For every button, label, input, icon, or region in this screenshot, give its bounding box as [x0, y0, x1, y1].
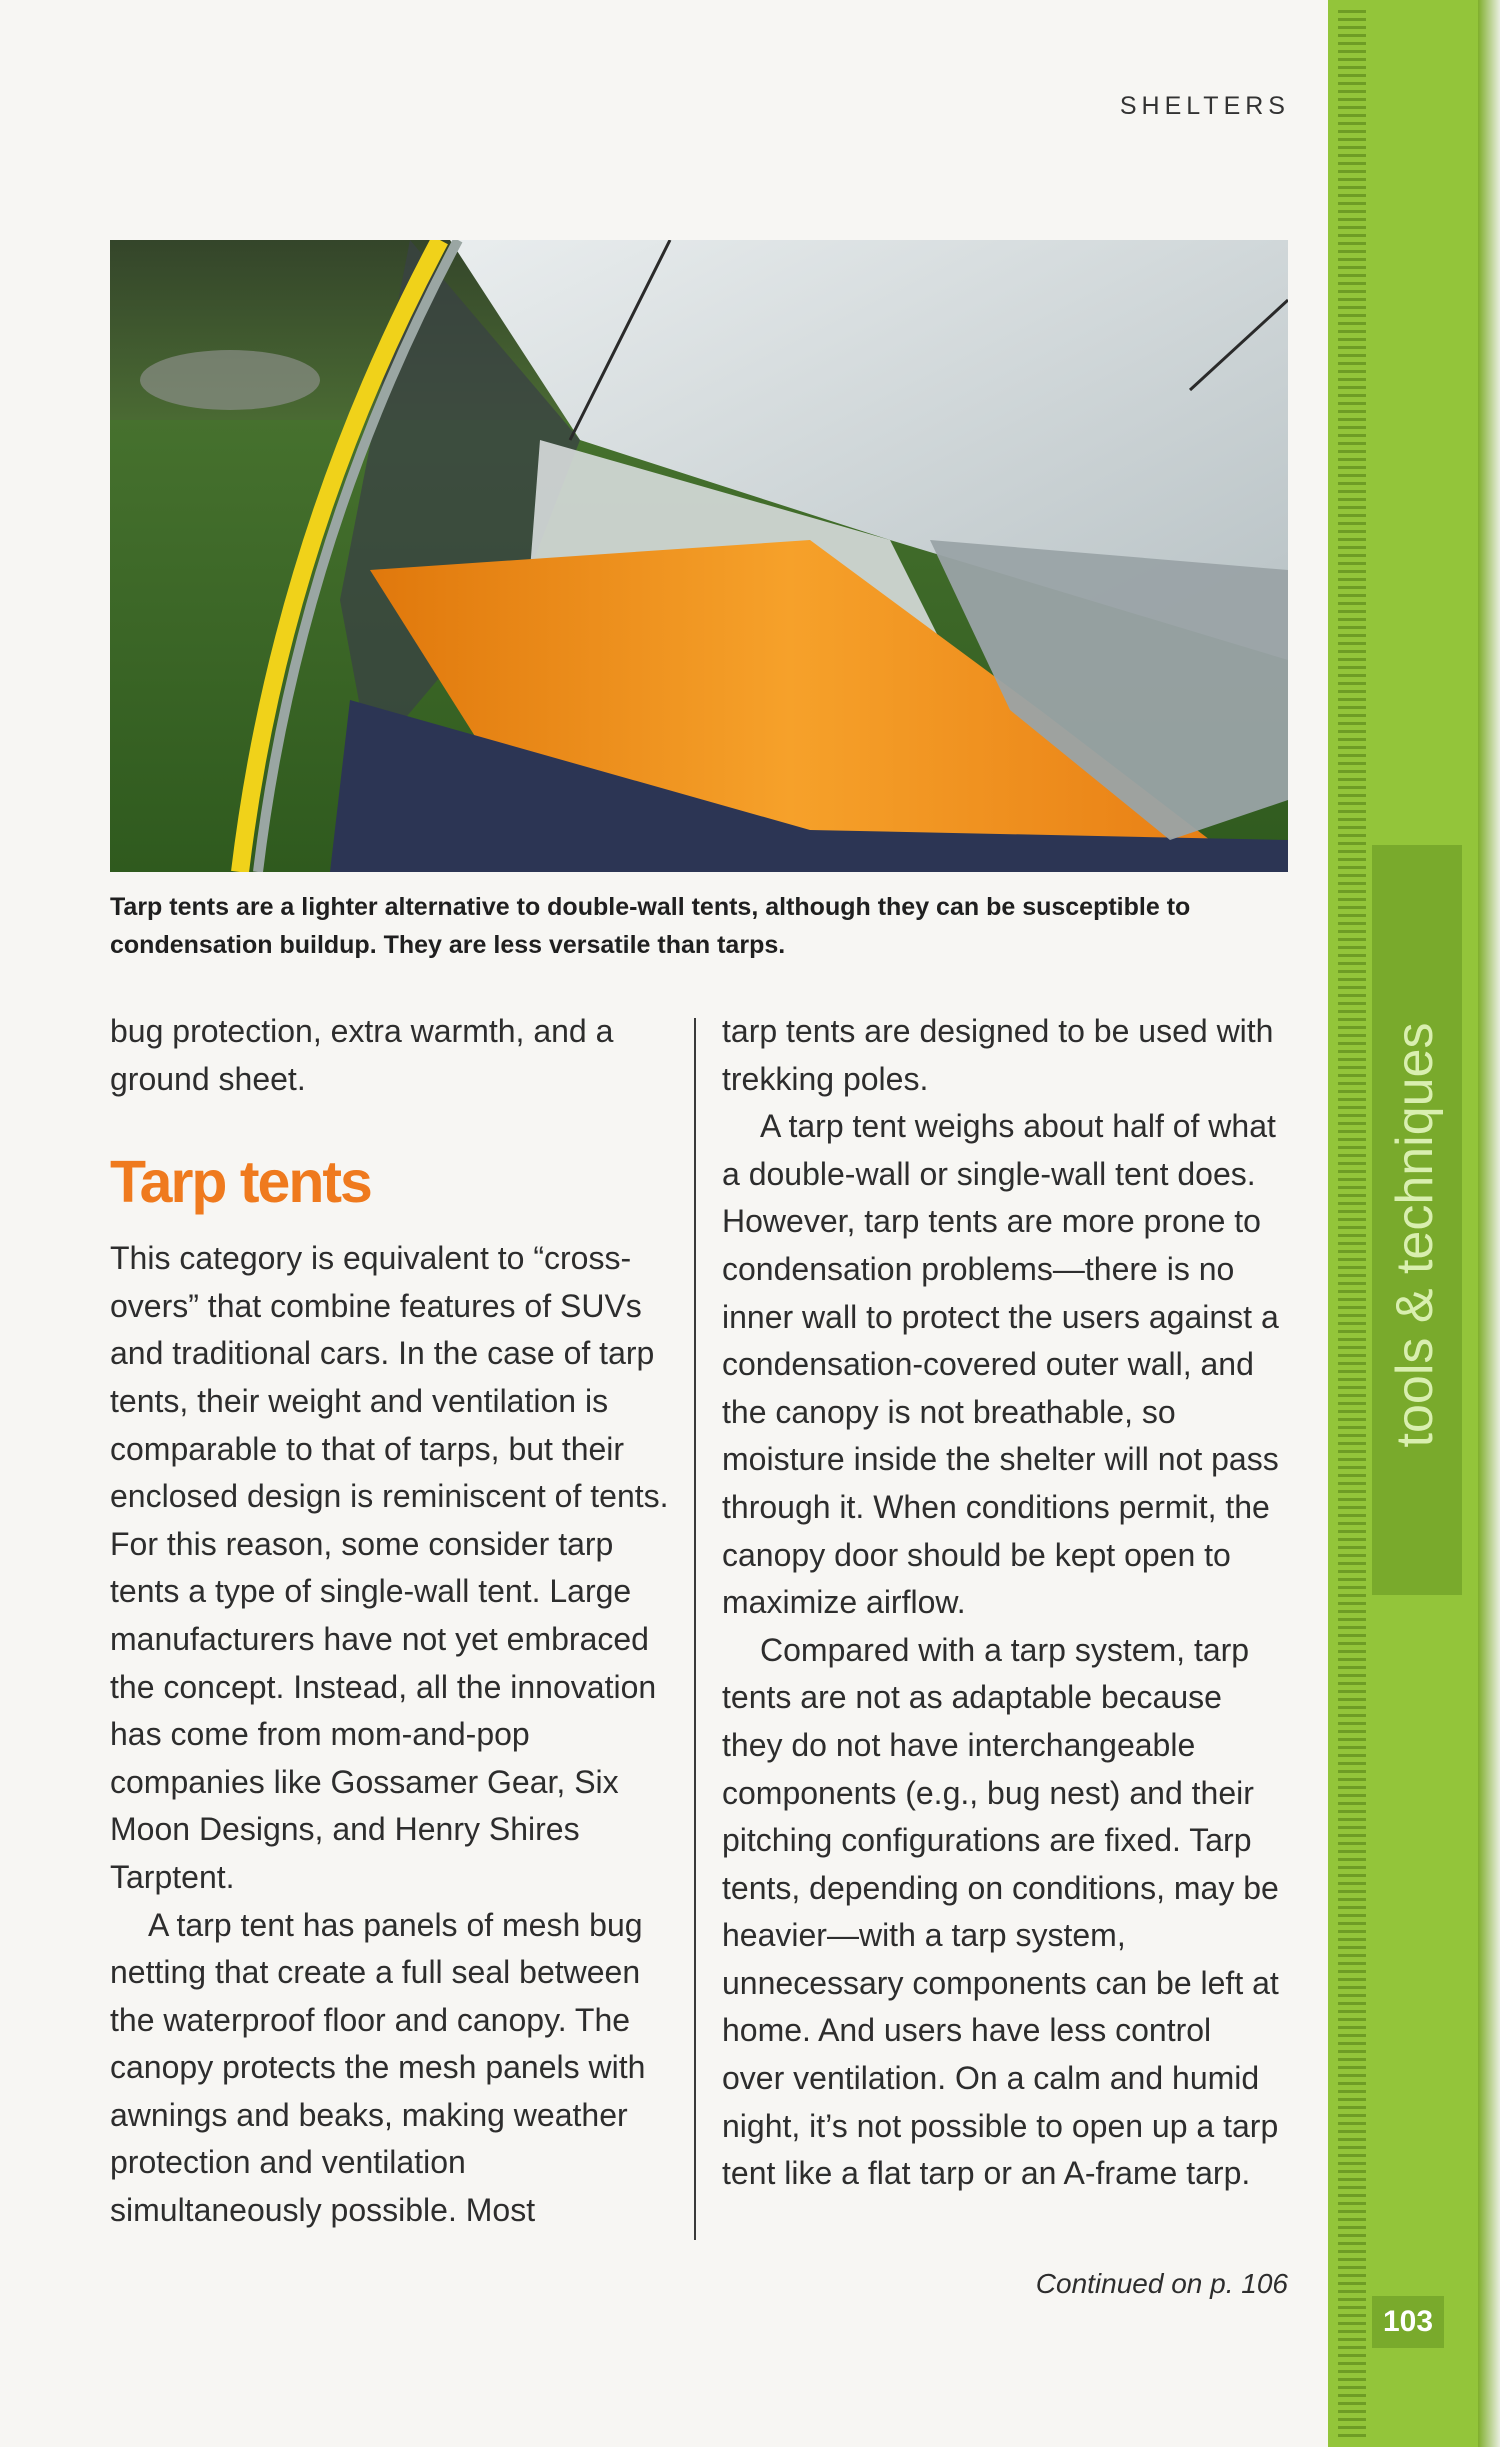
page-number: 103 — [1372, 2296, 1444, 2348]
running-head: SHELTERS — [1119, 92, 1290, 120]
photo-caption: Tarp tents are a lighter alternative to double-wall tents, although they can be susceptible to condensation buildup. They are less versatile than tarps. — [110, 893, 1191, 959]
paragraph: A tarp tent has panels of mesh bug netting that create a full seal between the waterproof floor and canopy. The canopy protects the mesh panels with awnings and beaks, making weather protection and ventilation simultaneously possible. Most — [110, 1906, 646, 2229]
paragraph: bug protection, extra warmth, and a ground sheet. — [110, 1013, 614, 1097]
section-tab-label: tools & techniques — [1386, 1022, 1444, 1448]
column-divider — [694, 1018, 696, 2240]
section-heading: Tarp tents — [110, 1149, 371, 1216]
paragraph: Compared with a tarp system, tarp tents are not as adaptable because they do not have interchangeable components (e.g., bug nest) and their pitching configurations are fixed. Tarp tents, depending on conditions, may be heavier—with a tarp system, unnecessary components can be left at home. And users have less control over ventilation. On a calm and humid night, it’s not possible to open up a tarp tent like a flat tarp or an A-frame tarp. — [722, 1631, 1279, 2192]
paragraph: tarp tents are designed to be used with trekking poles. — [722, 1013, 1274, 1097]
right-column — [722, 1008, 1282, 2198]
continued-note: Continued on p. 106 — [1035, 2268, 1288, 2299]
tarp-tent-illustration — [110, 240, 1288, 872]
paragraph: This category is equivalent to “cross-overs” that combine features of SUVs and traditional cars. In the case of tarp tents, their weight and ventilation is comparable to that of tarps, but their enclosed design is reminiscent of tents. For this reason, some consider tarp tents a type of single-wall tent. Large manufacturers have not yet embraced the concept. Instead, all the innovation has come from mom-and-pop companies like Gossamer Gear, Six Moon Designs, and Henry Shires Tarptent. — [110, 1240, 669, 1895]
paragraph: A tarp tent weighs about half of what a double-wall or single-wall tent does. However, tarp tents are more prone to condensation problems—there is no inner wall to protect the users against a condensation-covered outer wall, and the canopy is not breathable, so moisture inside the shelter will not pass through it. When conditions permit, the canopy door should be kept open to maximize airflow. — [722, 1108, 1279, 1621]
left-column — [110, 1008, 670, 2235]
tarp-tent-photo — [110, 240, 1288, 872]
page-edge — [1478, 0, 1500, 2447]
ruler-marks — [1338, 10, 1366, 2440]
